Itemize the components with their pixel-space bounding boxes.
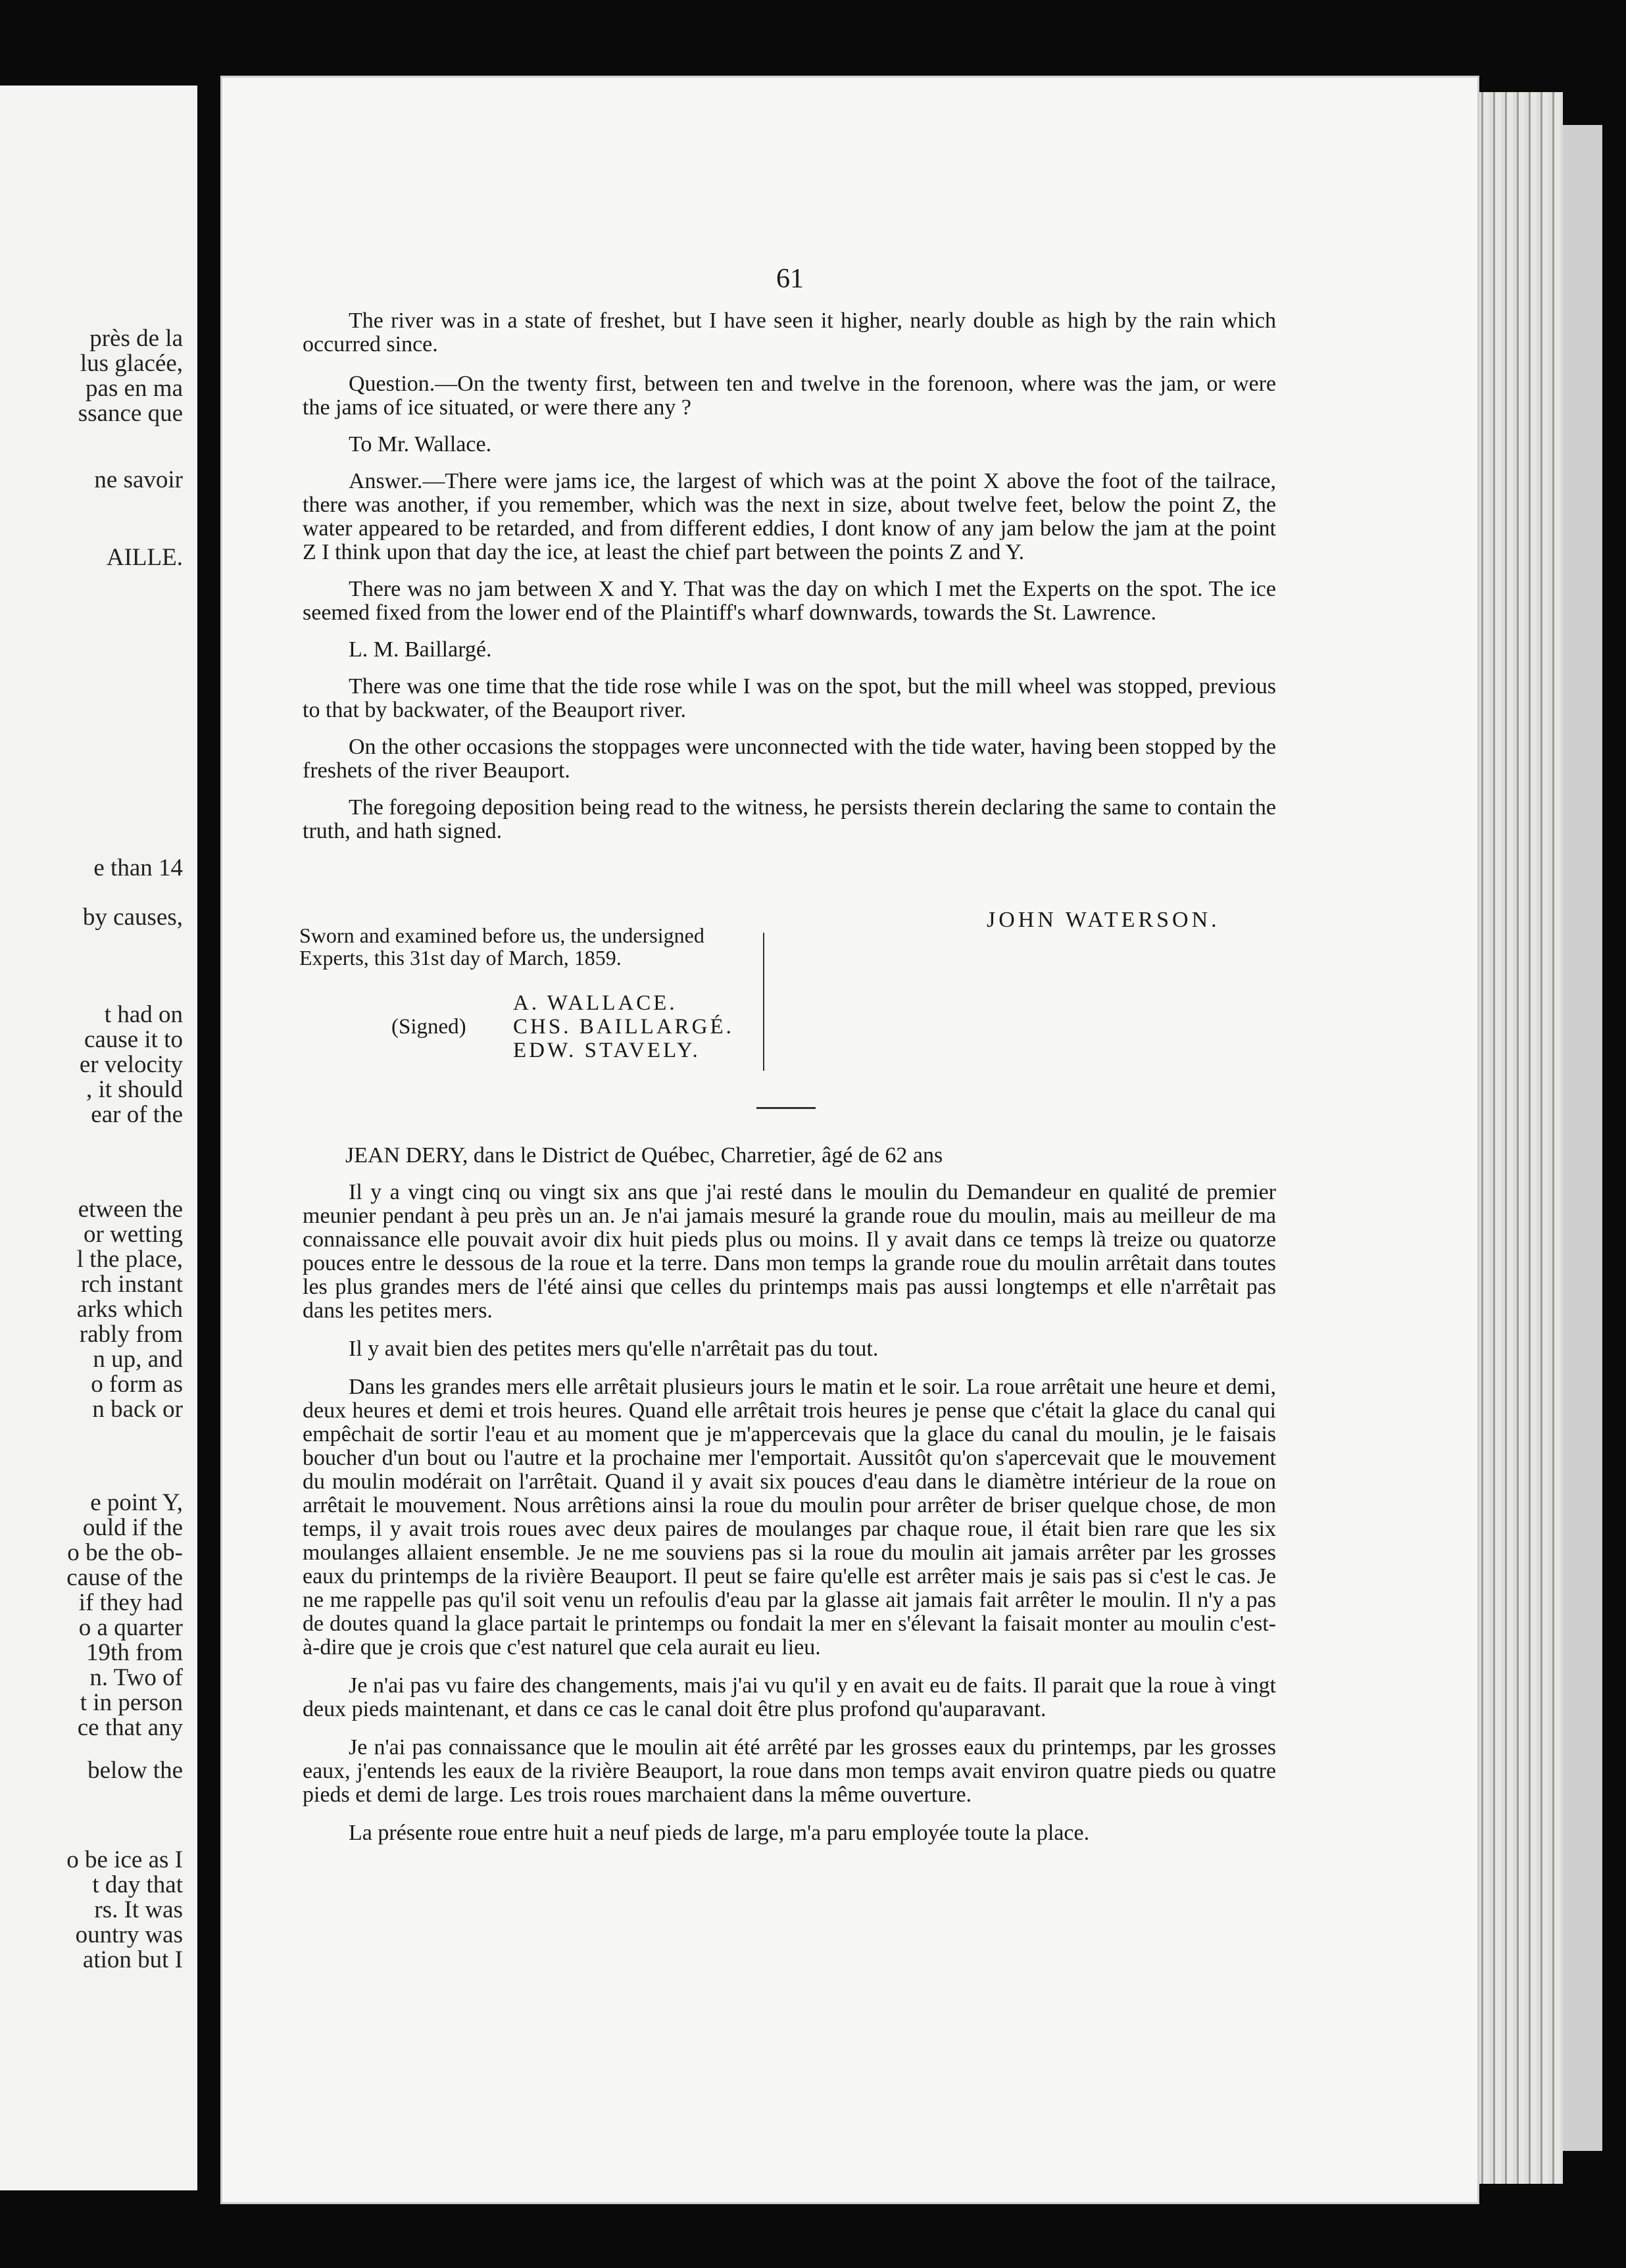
- signed-label: (Signed): [391, 1015, 466, 1039]
- page-stack-edge: [1477, 92, 1563, 2184]
- left-page-fragment: o form as: [91, 1371, 183, 1398]
- witness-signature: JOHN WATERSON.: [987, 908, 1220, 932]
- left-page-fragment: ne savoir: [94, 466, 183, 493]
- left-page-fragment: if they had: [78, 1589, 183, 1616]
- left-page-fragment: l the place,: [76, 1246, 183, 1273]
- left-page-fragment: n up, and: [93, 1346, 183, 1373]
- paragraph-fr-5: Je n'ai pas connaissance que le moulin ait été arrêté par les grosses eaux du printemps, par les grosses eaux, j'entends les eaux de la rivière Beauport, la roue dans mon temps avait environ quatre pieds ou quatre pieds et demi de large. Les trois roues marchaient dans la même ouverture.: [303, 1735, 1276, 1807]
- left-page-fragment: e point Y,: [90, 1489, 183, 1516]
- left-page-fragment: t in person: [80, 1689, 183, 1716]
- left-facing-page: [0, 86, 197, 2190]
- signer-baillarge: CHS. BAILLARGÉ.: [513, 1015, 734, 1039]
- english-deposition: [303, 309, 1276, 843]
- left-page-fragment: rs. It was: [94, 1896, 183, 1923]
- left-page-fragment: ear of the: [91, 1101, 183, 1128]
- left-page-fragment: t had on: [104, 1001, 183, 1028]
- paragraph-fr-6: La présente roue entre huit a neuf pieds de large, m'a paru employée toute la place.: [349, 1821, 1090, 1845]
- french-deposition: [303, 1181, 1276, 1845]
- expert-signers: [391, 991, 734, 1062]
- left-page-fragment: below the: [87, 1757, 183, 1784]
- left-page-fragment: rch instant: [80, 1271, 183, 1298]
- sworn-statement: Sworn and examined before us, the undersigned Experts, this 31st day of March, 1859.: [299, 924, 704, 970]
- left-page-fragment: rably from: [79, 1321, 183, 1348]
- left-page-fragment: etween the: [78, 1196, 183, 1223]
- left-page-fragment: lus glacée,: [80, 350, 183, 377]
- left-page-fragment: n back or: [92, 1396, 183, 1423]
- left-page-fragment: e than 14: [93, 854, 183, 881]
- paragraph-foregoing: The foregoing deposition being read to the witness, he persists therein declaring the same to contain the truth, and hath signed.: [303, 795, 1276, 843]
- page-number: 61: [776, 264, 804, 294]
- left-page-fragment: by causes,: [82, 904, 183, 931]
- left-page-fragment: pas en ma: [86, 375, 183, 402]
- left-page-fragment: 19th from: [86, 1639, 183, 1666]
- paragraph-no-jam: There was no jam between X and Y. That was the day on which I met the Experts on the spot. The ice seemed fixed from the lower end of the Plaintiff's wharf downwards, towards the St. Lawrence.: [303, 577, 1276, 625]
- paragraph-fr-3: Dans les grandes mers elle arrêtait plusieurs jours le matin et le soir. La roue arrêtait une heure et demi, deux heures et demi et trois heures. Quand elle arrêtait trois heures je pense que c'était la glace du canal qui empêchait de sortir l'eau et au moment que je m'appercevais que la glace du canal du moulin, je le faisais boucher d'un bout ou l'autre et la prochaine mer l'emportait. Aussitôt qu'on s'apercevait que le mouvement du moulin modérait on l'arrêtait. Quand il y avait six pouces d'eau dans le diamètre intérieur de la roue on arrêtait le mouvement. Nous arrêtions ainsi la roue du moulin pour arrêter de briser quelque chose, de mon temps, il y avait trois roues avec deux paires de moulanges par chaque roue, il était bien rare que les six moulanges allaient ensemble. Je ne me souviens pas si la roue du moulin ait jamais arrêter par les grosses eaux du printemps de la rivière Beauport. Il peut se faire qu'elle est arrêter mais je sais pas si c'est le cas. Je ne me rappelle pas qu'il soit venu un refoulis d'eau par la glasse ait jamais fait arrêter le moulin. Il n'y a pas de doutes quand la glace partait le printemps ou fondait la mer en s'élevant la faisait monter au moulin c'est-à-dire que je crois que c'est naturel que cela aurait eu lieu.: [303, 1375, 1276, 1660]
- paragraph-fr-4: Je n'ai pas vu faire des changements, mais j'ai vu qu'il y en avait eu de faits. Il parait que la roue à vingt deux pieds maintenant, et dans ce cas le canal doit être plus profond qu'auparavant.: [303, 1673, 1276, 1721]
- paragraph-answer: Answer.—There were jams ice, the largest of which was at the point X above the foot of the tailrace, there was another, if you remember, which was the next in size, about twelve feet, below the point Z, the water appeared to be retarded, and from different eddies, I dont know of any jam below the jam at the point Z I think upon that day the ice, at least the chief part between the points Z and Y.: [303, 469, 1276, 564]
- paragraph-baillarge: L. M. Baillargé.: [349, 637, 492, 662]
- left-page-fragment: ation but I: [82, 1946, 183, 1973]
- left-page-fragment: or wetting: [83, 1221, 183, 1248]
- left-page-fragment: AILLE.: [106, 544, 183, 571]
- paragraph-fr-1: Il y a vingt cinq ou vingt six ans que j'ai resté dans le moulin du Demandeur en qualité de premier meunier pendant à peu près un an. Je n'ai jamais mesuré la grande roue du moulin, mais au meilleur de ma connaissance elle pouvait avoir dix huit pieds plus ou moins. Il y avait dans ce temps là treize ou quatorze pouces entre le dessous de la roue et la terre. Dans mon temps la grande roue du moulin arrêtait dans toutes les plus grandes mers de l'été ainsi que celles du printemps mais pas aussi longtemps et elle n'arrêtait pas dans les petites mers.: [303, 1180, 1276, 1323]
- paragraph-stoppages: On the other occasions the stoppages were unconnected with the tide water, having been stopped by the freshets of the river Beauport.: [303, 735, 1276, 783]
- left-page-fragment: ould if the: [82, 1514, 183, 1541]
- signer-stavely: EDW. STAVELY.: [513, 1039, 701, 1062]
- paragraph-question: Question.—On the twenty first, between ten and twelve in the forenoon, where was the jam, or were the jams of ice situated, or were there any ?: [303, 372, 1276, 420]
- left-page-fragment: ountry was: [75, 1921, 183, 1948]
- left-page-fragment: er velocity: [79, 1051, 183, 1078]
- left-page-fragment: o a quarter: [78, 1614, 183, 1641]
- left-page-fragment: arks which: [76, 1296, 183, 1323]
- left-page-fragment: cause it to: [84, 1026, 183, 1053]
- left-page-fragment: t day that: [92, 1871, 183, 1898]
- left-page-fragment: , it should: [86, 1076, 183, 1103]
- section-divider: [756, 1107, 816, 1109]
- signature-brace: [755, 933, 764, 1071]
- signer-wallace: A. WALLACE.: [513, 991, 678, 1015]
- jean-dery-heading: JEAN DERY, dans le District de Québec, Charretier, âgé de 62 ans: [345, 1143, 943, 1168]
- left-page-fragment: ce that any: [77, 1714, 183, 1741]
- paragraph-fr-2: Il y avait bien des petites mers qu'elle n'arrêtait pas du tout.: [349, 1337, 879, 1361]
- left-page-fragment: cause of the: [66, 1564, 183, 1591]
- book-binding: [1563, 125, 1602, 2151]
- paragraph-to-mr-wallace: To Mr. Wallace.: [349, 432, 492, 456]
- paragraph-freshet: The river was in a state of freshet, but I have seen it higher, nearly double as high by the rain which occurred since.: [303, 308, 1276, 357]
- left-page-fragment: ssance que: [78, 400, 183, 427]
- paragraph-tide: There was one time that the tide rose while I was on the spot, but the mill wheel was stopped, previous to that by backwater, of the Beauport river.: [303, 674, 1276, 722]
- left-page-fragment: n. Two of: [89, 1664, 183, 1691]
- left-page-fragment: près de la: [89, 325, 183, 352]
- left-page-fragment: o be the ob-: [67, 1539, 183, 1566]
- left-page-fragment: o be ice as I: [66, 1846, 183, 1873]
